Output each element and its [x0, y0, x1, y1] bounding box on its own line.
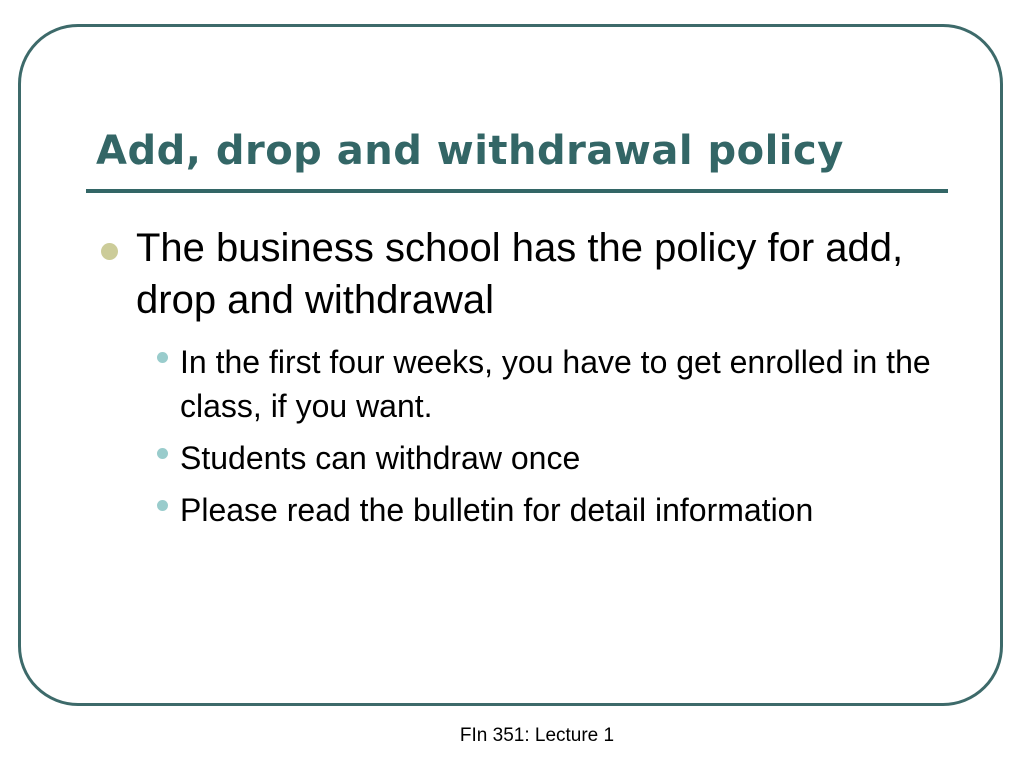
sub-bullet-item: [180, 340, 946, 428]
sub-bullet-text: In the first four weeks, you have to get enrolled in the class, if you want.: [180, 344, 931, 424]
sub-bullet-dot-icon: [157, 500, 168, 511]
sub-bullet-item: [180, 488, 946, 532]
sub-bullet-dot-icon: [157, 352, 168, 363]
footer-text: FIn 351: Lecture 1: [459, 725, 615, 746]
sub-bullet-text: Please read the bulletin for detail information: [180, 492, 814, 528]
bullet-item-level1: [96, 222, 946, 326]
slide-title: Add, drop and withdrawal policy: [96, 128, 844, 174]
bullet-text: The business school has the policy for add, drop and withdrawal: [136, 226, 904, 322]
bullet-dot-icon: [101, 243, 118, 260]
sub-bullet-list: [96, 340, 946, 532]
sub-bullet-text: Students can withdraw once: [180, 440, 581, 476]
sub-bullet-item: [180, 436, 946, 480]
slide-body: [96, 222, 946, 540]
sub-bullet-dot-icon: [157, 448, 168, 459]
slide-footer: [0, 725, 1024, 747]
title-underline: [86, 189, 948, 193]
